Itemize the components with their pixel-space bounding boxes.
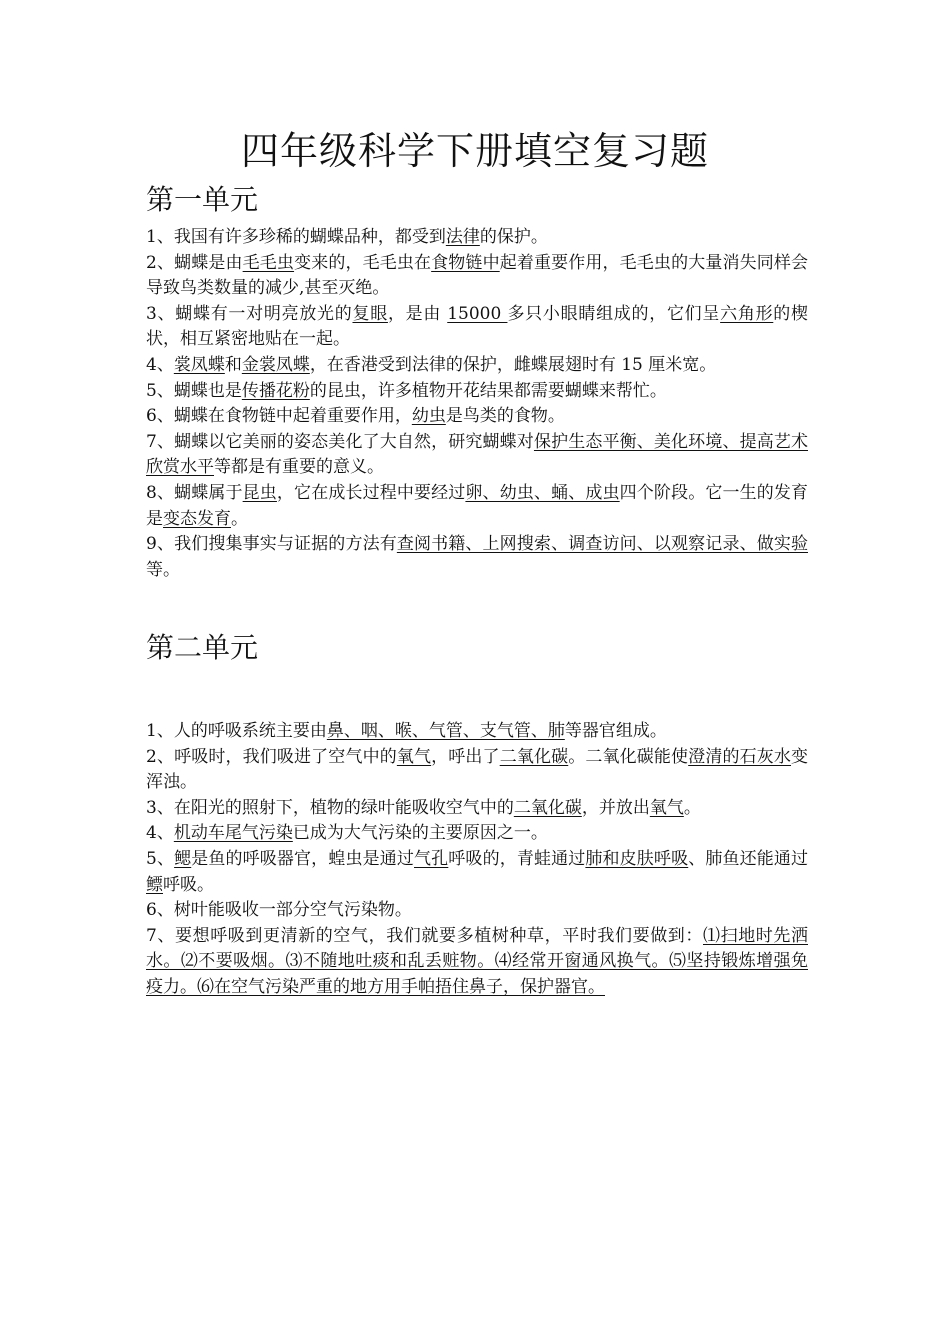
- question-item: [146, 353, 808, 379]
- answer-text: 15000: [447, 303, 508, 324]
- answer-text: 复眼: [352, 303, 388, 324]
- question-text: 呼吸的，青蛙通过: [448, 848, 586, 869]
- question-text: 2、呼吸时，我们吸进了空气中的: [146, 746, 397, 767]
- answer-text: 昆虫: [242, 482, 277, 503]
- answer-text: ⑴扫地时先洒水。⑵不要吸烟。⑶不随地吐痰和乱丢赃物。⑷经常开窗通风换气。⑸坚持锻炼增强免疫力。⑹在空气污染严重的地方用手帕捂住鼻子，保护器官。: [146, 925, 808, 997]
- unit-2-items: [146, 719, 808, 1001]
- question-item: [146, 430, 808, 481]
- answer-text: 肺和皮肤呼吸: [585, 848, 689, 869]
- question-text: 。: [231, 508, 248, 529]
- page-title: 四年级科学下册填空复习题: [240, 129, 709, 173]
- answer-text: 鳃: [174, 848, 192, 869]
- question-item: [146, 924, 808, 1001]
- question-text: 变浑浊。: [146, 746, 809, 793]
- question-text: 4、: [146, 823, 174, 844]
- answer-text: 保护生态平衡、美化环境、提高艺术欣赏水平: [146, 431, 808, 478]
- question-text: 等都是有重要的意义。: [214, 457, 384, 478]
- answer-text: 卵、幼虫、蛹、成虫: [465, 482, 620, 503]
- question-item: [146, 719, 808, 745]
- question-text: 5、: [146, 848, 175, 869]
- answer-text: 变态发育: [163, 508, 231, 529]
- answer-text: 氧气: [396, 746, 432, 767]
- question-item: [146, 898, 808, 924]
- question-text: 等。: [146, 559, 180, 580]
- question-text: ，并放出: [581, 797, 650, 818]
- question-text: 和: [224, 354, 242, 375]
- question-item: [146, 796, 808, 822]
- question-text: 3、蝴蝶有一对明亮放光的: [146, 303, 353, 324]
- question-text: 多只小眼睛组成的，它们呈: [507, 303, 721, 324]
- question-text: 6、蝴蝶在食物链中起着重要作用，: [146, 406, 412, 427]
- unit-1-heading: 第一单元: [146, 183, 259, 216]
- question-item: [146, 225, 808, 251]
- answer-text: 鼻、咽、喉、气管、支气管、肺: [326, 721, 565, 741]
- question-item: [146, 302, 808, 353]
- question-text: 3、在阳光的照射下，植物的绿叶能吸收空气中的: [146, 797, 514, 818]
- question-text: 。二氧化碳能使: [568, 746, 689, 767]
- question-text: 已成为大气污染的主要原因之一。: [292, 823, 548, 844]
- question-text: 6、树叶能吸收一部分空气污染物。: [146, 900, 412, 921]
- question-text: 等器官组成。: [564, 721, 667, 741]
- answer-text: 法律: [445, 227, 480, 247]
- question-text: 4、: [146, 354, 174, 375]
- question-item: [146, 847, 808, 898]
- answer-text: 澄清的石灰水: [688, 746, 792, 767]
- question-text: 。: [683, 797, 701, 818]
- answer-text: 六角形: [720, 303, 774, 324]
- answer-text: 裳凤蝶: [173, 354, 225, 375]
- question-item: [146, 745, 808, 796]
- question-text: 9、我们搜集事实与证据的方法有: [146, 534, 397, 555]
- answer-text: 二氧化碳: [499, 746, 569, 767]
- question-text: 的昆虫，许多植物开花结果都需要蝴蝶来帮忙。: [309, 380, 667, 401]
- question-text: 5、蝴蝶也是: [146, 380, 242, 401]
- answer-text: 二氧化碳: [513, 797, 582, 818]
- question-text: 1、人的呼吸系统主要由: [146, 721, 327, 741]
- question-item: [146, 379, 808, 405]
- question-text: ，它在成长过程中要经过: [276, 482, 466, 503]
- question-text: 四个阶段。它一生的发育是: [146, 482, 809, 529]
- question-text: 的楔状，相互紧密地贴在一起。: [146, 303, 809, 350]
- question-item: [146, 481, 808, 532]
- question-item: [146, 821, 808, 847]
- question-item: [146, 404, 808, 430]
- question-text: ，在香港受到法律的保护，雌蝶展翅时有 15 厘米宽。: [309, 354, 717, 375]
- question-text: ，是由: [387, 303, 448, 324]
- answer-text: 食物链中: [431, 252, 500, 273]
- answer-text: 传播花粉: [241, 380, 310, 401]
- question-text: 变来的，毛毛虫在: [294, 252, 432, 273]
- answer-text: 毛毛虫: [242, 252, 295, 273]
- answer-text: 金裳凤蝶: [241, 354, 310, 375]
- question-text: 7、蝴蝶以它美丽的姿态美化了大自然，研究蝴蝶对: [146, 431, 534, 452]
- answer-text: 氧气: [649, 797, 684, 818]
- question-text: 8、蝴蝶属于: [146, 482, 243, 503]
- question-text: 7、要想呼吸到更清新的空气，我们就要多植树种草，平时我们要做到：: [146, 925, 703, 946]
- unit-1-items: [146, 225, 808, 583]
- question-text: 呼吸。: [163, 874, 214, 895]
- question-text: ，呼出了: [431, 746, 500, 767]
- unit-2-heading: 第二单元: [146, 631, 259, 664]
- question-text: 是鱼的呼吸器官，蝗虫是通过: [191, 848, 415, 869]
- question-text: 起着重要作用，毛毛虫的大量消失同样会导致鸟类数量的减少,甚至灭绝。: [146, 252, 809, 299]
- question-text: 是鸟类的食物。: [445, 406, 565, 427]
- answer-text: 机动车尾气污染: [173, 823, 293, 844]
- question-item: [146, 251, 808, 302]
- question-text: 的保护。: [479, 227, 548, 247]
- question-text: 、肺鱼还能通过: [688, 848, 809, 869]
- question-text: 2、蝴蝶是由: [146, 252, 243, 273]
- answer-text: 鳔: [146, 874, 163, 895]
- question-text: 1、我国有许多珍稀的蝴蝶品种，都受到: [146, 227, 446, 247]
- question-item: [146, 532, 808, 583]
- answer-text: 幼虫: [411, 406, 446, 427]
- answer-text: 气孔: [414, 848, 449, 869]
- answer-text: 查阅书籍、上网搜索、调查访问、以观察记录、做实验: [396, 534, 808, 555]
